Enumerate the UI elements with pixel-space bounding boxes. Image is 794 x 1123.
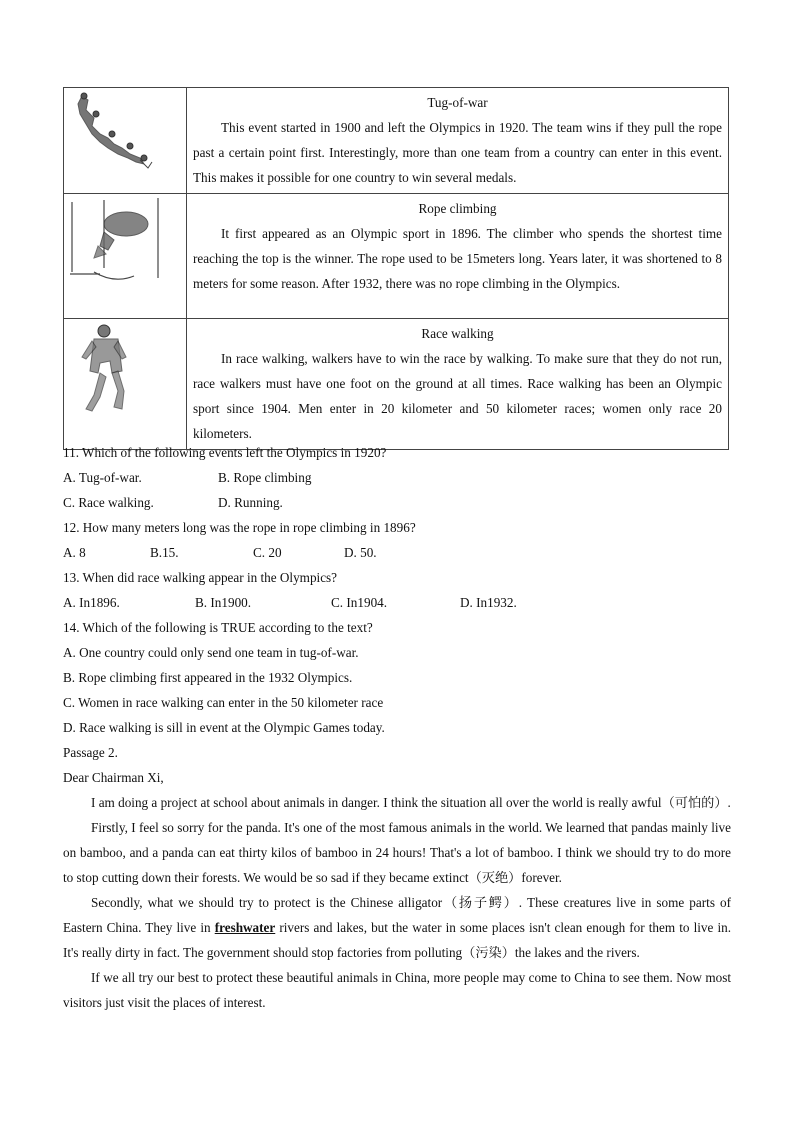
event-title: Race walking — [421, 326, 494, 341]
option-c: C. Women in race walking can enter in the 50 kilometer race — [63, 695, 384, 710]
highlighted-word: freshwater — [214, 920, 276, 935]
option-b: B. Rope climbing — [218, 470, 312, 485]
option-a: A. One country could only send one team in tug-of-war. — [63, 645, 359, 660]
passage-heading: Passage 2. — [63, 745, 118, 760]
event-description: It first appeared as an Olympic sport in 1896. The climber who spends the shortest time reaching the top is the winner. The rope used to be 15meters long. Years later, it was shortened to 8 meters for some reason. After 1932, there was no rope climbing in the Olympics. — [193, 226, 722, 291]
letter-paragraph: Firstly, I feel so sorry for the panda. It's one of the most famous animals in the world. We learned that pandas mainly live on bamboo, and a panda can eat thirty kilos of bamboo in 24 hours! That's a lot of bamboo. I think we should try to do more to stop cutting down their forests. We would be so sad if they became extinct（灭绝）forever. — [63, 820, 731, 885]
rope-climbing-picture — [64, 194, 186, 318]
question-stem: 11. Which of the following events left the Olympics in 1920? — [63, 445, 387, 460]
option-d: D. 50. — [344, 545, 377, 560]
race-walking-picture-cell — [64, 319, 187, 450]
letter-paragraph — [63, 890, 731, 965]
question-stem: 13. When did race walking appear in the Olympics? — [63, 570, 338, 585]
option-c: C. 20 — [253, 545, 282, 560]
option-d: D. In1932. — [460, 595, 517, 610]
questions-section — [63, 440, 731, 1015]
option-row — [63, 590, 731, 615]
race-walking-picture — [64, 319, 186, 443]
tug-of-war-picture-cell — [64, 88, 187, 194]
event-description: In race walking, walkers have to win the race by walking. To make sure that they do not run, race walkers must have one foot on the ground at all times. Race walking has been an Olympic sport since 1904. Men enter in 20 kilometer and 50 kilometer races; women only race 20 kilometers. — [193, 351, 722, 441]
event-description: This event started in 1900 and left the Olympics in 1920. The team wins if they pull the rope past a certain point first. Interestingly, more than one team from a country can enter in this event. This makes it possible for one country to win several medals. — [193, 120, 722, 185]
option-b: B. In1900. — [195, 595, 252, 610]
option-row — [63, 540, 731, 565]
letter-paragraph: If we all try our best to protect these beautiful animals in China, more people may come to China to see them. Now most visitors just visit the places of interest. — [63, 970, 731, 1010]
paragraph-text: rivers and lakes, but the water in some places isn't clean enough for them to live in. It's really dirty in fact. The government should stop factories from polluting（污染）the lakes and the rivers. — [63, 920, 731, 960]
paragraph-text: Secondly, what we should try to protect is the Chinese alligator（扬子鳄）. These creatures live in some parts of Eastern China. They live in — [63, 895, 731, 935]
option-row — [63, 465, 731, 490]
event-title: Tug-of-war — [427, 95, 488, 110]
option-a: A. 8 — [63, 545, 86, 560]
table-row — [64, 194, 729, 319]
events-table — [63, 87, 729, 450]
option-d: D. Race walking is sill in event at the Olympic Games today. — [63, 720, 385, 735]
table-row — [64, 88, 729, 194]
option-row — [63, 490, 731, 515]
tug-of-war-text-cell — [187, 88, 729, 194]
option-a: A. In1896. — [63, 595, 120, 610]
option-b: B. Rope climbing first appeared in the 1932 Olympics. — [63, 670, 353, 685]
race-walking-text-cell — [187, 319, 729, 450]
rope-climbing-text-cell — [187, 194, 729, 319]
table-row — [64, 319, 729, 450]
letter-paragraph: I am doing a project at school about animals in danger. I think the situation all over the world is really awful（可怕的）. — [91, 795, 731, 810]
option-d: D. Running. — [218, 495, 283, 510]
tug-of-war-picture — [64, 88, 186, 187]
option-b: B.15. — [150, 545, 179, 560]
option-c: C. Race walking. — [63, 495, 154, 510]
option-a: A. Tug-of-war. — [63, 470, 142, 485]
letter-salutation: Dear Chairman Xi, — [63, 770, 164, 785]
option-c: C. In1904. — [331, 595, 388, 610]
rope-climbing-picture-cell — [64, 194, 187, 319]
question-stem: 12. How many meters long was the rope in rope climbing in 1896? — [63, 520, 416, 535]
event-title: Rope climbing — [418, 201, 497, 216]
question-stem: 14. Which of the following is TRUE according to the text? — [63, 620, 373, 635]
